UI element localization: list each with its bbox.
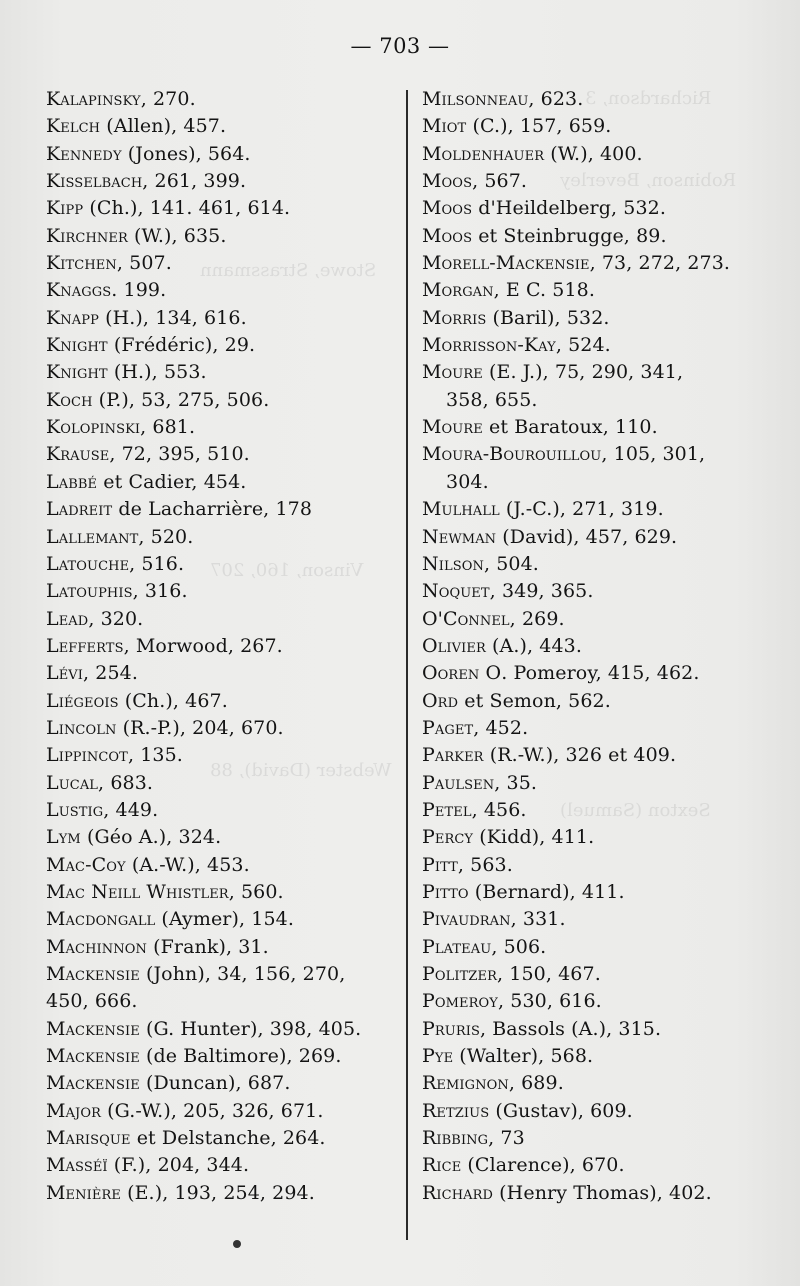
index-entry: Ribbing, 73: [422, 1127, 525, 1150]
index-entry: Percy (Kidd), 411.: [422, 826, 595, 849]
index-entry: Moldenhauer (W.), 400.: [422, 142, 643, 165]
index-entry: Olivier (A.), 443.: [422, 634, 582, 657]
index-entry: Paget, 452.: [422, 716, 529, 739]
bleed-through-text: Sexton (Samuel): [560, 800, 711, 821]
index-entry: Lym (Géo A.), 324.: [46, 826, 222, 849]
bleed-through-text: Richardson, 3: [585, 88, 712, 109]
index-entry: Morgan, E C. 518.: [422, 279, 595, 302]
index-entry: Richard (Henry Thomas), 402.: [422, 1181, 712, 1204]
index-entry: O'Connel, 269.: [422, 607, 565, 630]
index-entry: Menière (E.), 193, 254, 294.: [46, 1181, 315, 1204]
index-entry: Masséï (F.), 204, 344.: [46, 1154, 250, 1177]
index-entry: Plateau, 506.: [422, 935, 547, 958]
bleed-through-text: Webster (David), 88: [210, 760, 392, 781]
index-entry: Kennedy (Jones), 564.: [46, 142, 251, 165]
index-entry-continuation: 358, 655.: [446, 388, 538, 411]
index-entry: Kisselbach, 261, 399.: [46, 170, 247, 193]
index-entry: Parker (R.-W.), 326 et 409.: [422, 744, 677, 767]
index-entry: Moos et Steinbrugge, 89.: [422, 224, 667, 247]
index-entry: Mac Neill Whistler, 560.: [46, 880, 284, 903]
index-entry: Moura-Bourouillou, 105, 301,: [422, 443, 706, 466]
index-entry: Remignon, 689.: [422, 1072, 564, 1095]
index-entry: Newman (David), 457, 629.: [422, 525, 678, 548]
index-entry: Latouche, 516.: [46, 552, 185, 575]
index-entry: Kalapinsky, 270.: [46, 88, 196, 110]
index-entry: Krause, 72, 395, 510.: [46, 443, 250, 466]
index-entry: Milsonneau, 623.: [422, 88, 584, 110]
index-entry: Lustig, 449.: [46, 798, 159, 821]
index-entry: Mackensie (John), 34, 156, 270,: [46, 963, 346, 985]
index-entry: Marisque et Delstanche, 264.: [46, 1127, 326, 1150]
index-entry: Lippincot, 135.: [46, 744, 183, 767]
index-entry: Mac-Coy (A.-W.), 453.: [46, 853, 250, 876]
bleed-through-text: Vinson, 160, 207: [210, 560, 364, 581]
index-entry: Moure (E. J.), 75, 290, 341,: [422, 361, 684, 384]
index-entry: Morell-Mackensie, 73, 272, 273.: [422, 252, 731, 275]
index-entry: Knapp (H.), 134, 616.: [46, 306, 247, 329]
index-entry: Morris (Baril), 532.: [422, 306, 610, 329]
index-entry: Mackensie (G. Hunter), 398, 405.: [46, 1017, 362, 1040]
bleed-through-text: Robinson, Beverley: [560, 170, 737, 191]
bleed-through-text: Stowe, Strassmann: [200, 260, 377, 281]
index-entry: Nilson, 504.: [422, 552, 539, 575]
index-entry: Kipp (Ch.), 141. 461, 614.: [46, 197, 291, 220]
index-entry: Retzius (Gustav), 609.: [422, 1099, 633, 1122]
index-entry: Lévi, 254.: [46, 662, 139, 685]
index-entry: Morrisson-Kay, 524.: [422, 334, 611, 357]
index-entry: Lallemant, 520.: [46, 525, 194, 548]
index-entry: Petel, 456.: [422, 798, 527, 821]
index-entry: Machinnon (Frank), 31.: [46, 935, 269, 958]
index-entry: Lincoln (R.-P.), 204, 670.: [46, 716, 284, 739]
index-entry-continuation: 304.: [446, 470, 489, 493]
index-entry: Mackensie (Duncan), 687.: [46, 1072, 291, 1095]
index-entry: Moure et Baratoux, 110.: [422, 416, 658, 439]
index-entry: Major (G.-W.), 205, 326, 671.: [46, 1099, 324, 1122]
index-entry: Pruris, Bassols (A.), 315.: [422, 1017, 662, 1040]
index-entry: Pitto (Bernard), 411.: [422, 880, 625, 903]
index-column-left: [46, 86, 396, 1207]
index-entry: Mackensie (de Baltimore), 269.: [46, 1045, 342, 1068]
index-entry: Lefferts, Morwood, 267.: [46, 634, 283, 657]
index-entry: Kitchen, 507.: [46, 252, 172, 275]
index-entry: Kelch (Allen), 457.: [46, 115, 227, 138]
index-column-right: [422, 86, 782, 1207]
index-entry: Knaggs. 199.: [46, 279, 167, 302]
index-entry: Ladreit de Lacharrière, 178: [46, 498, 313, 521]
index-entry: Paulsen, 35.: [422, 771, 538, 794]
index-entry: Ord et Semon, 562.: [422, 689, 611, 712]
index-entry: Miot (C.), 157, 659.: [422, 115, 612, 138]
index-entry: Pomeroy, 530, 616.: [422, 990, 602, 1013]
index-entry: Knight (H.), 553.: [46, 361, 207, 384]
index-entry: Labbé et Cadier, 454.: [46, 470, 247, 493]
index-entry: Lead, 320.: [46, 607, 144, 630]
index-entry: Pivaudran, 331.: [422, 908, 566, 931]
index-entry: Moos d'Heildelberg, 532.: [422, 197, 666, 220]
index-entry: Kirchner (W.), 635.: [46, 224, 227, 247]
index-entry: Latouphis, 316.: [46, 580, 188, 603]
index-entry: Koch (P.), 53, 275, 506.: [46, 388, 270, 411]
index-entry: Noquet, 349, 365.: [422, 580, 594, 603]
index-entry: Lucal, 683.: [46, 771, 154, 794]
page-number: — 703 —: [350, 34, 450, 58]
index-entry: Kolopinski, 681.: [46, 416, 196, 439]
index-entry: Liégeois (Ch.), 467.: [46, 689, 228, 712]
index-entry: Macdongall (Aymer), 154.: [46, 908, 294, 931]
index-entry: Moos, 567.: [422, 170, 528, 193]
ink-spot: [233, 1240, 241, 1248]
index-entry: Pye (Walter), 568.: [422, 1045, 594, 1068]
index-entry: Ooren O. Pomeroy, 415, 462.: [422, 662, 700, 685]
index-entry-continuation: 450, 666.: [46, 990, 138, 1013]
index-entry: Politzer, 150, 467.: [422, 963, 601, 985]
column-divider: [406, 90, 408, 1240]
index-entry: Mulhall (J.-C.), 271, 319.: [422, 498, 664, 521]
index-entry: Rice (Clarence), 670.: [422, 1154, 625, 1177]
index-entry: Knight (Frédéric), 29.: [46, 334, 256, 357]
index-entry: Pitt, 563.: [422, 853, 513, 876]
